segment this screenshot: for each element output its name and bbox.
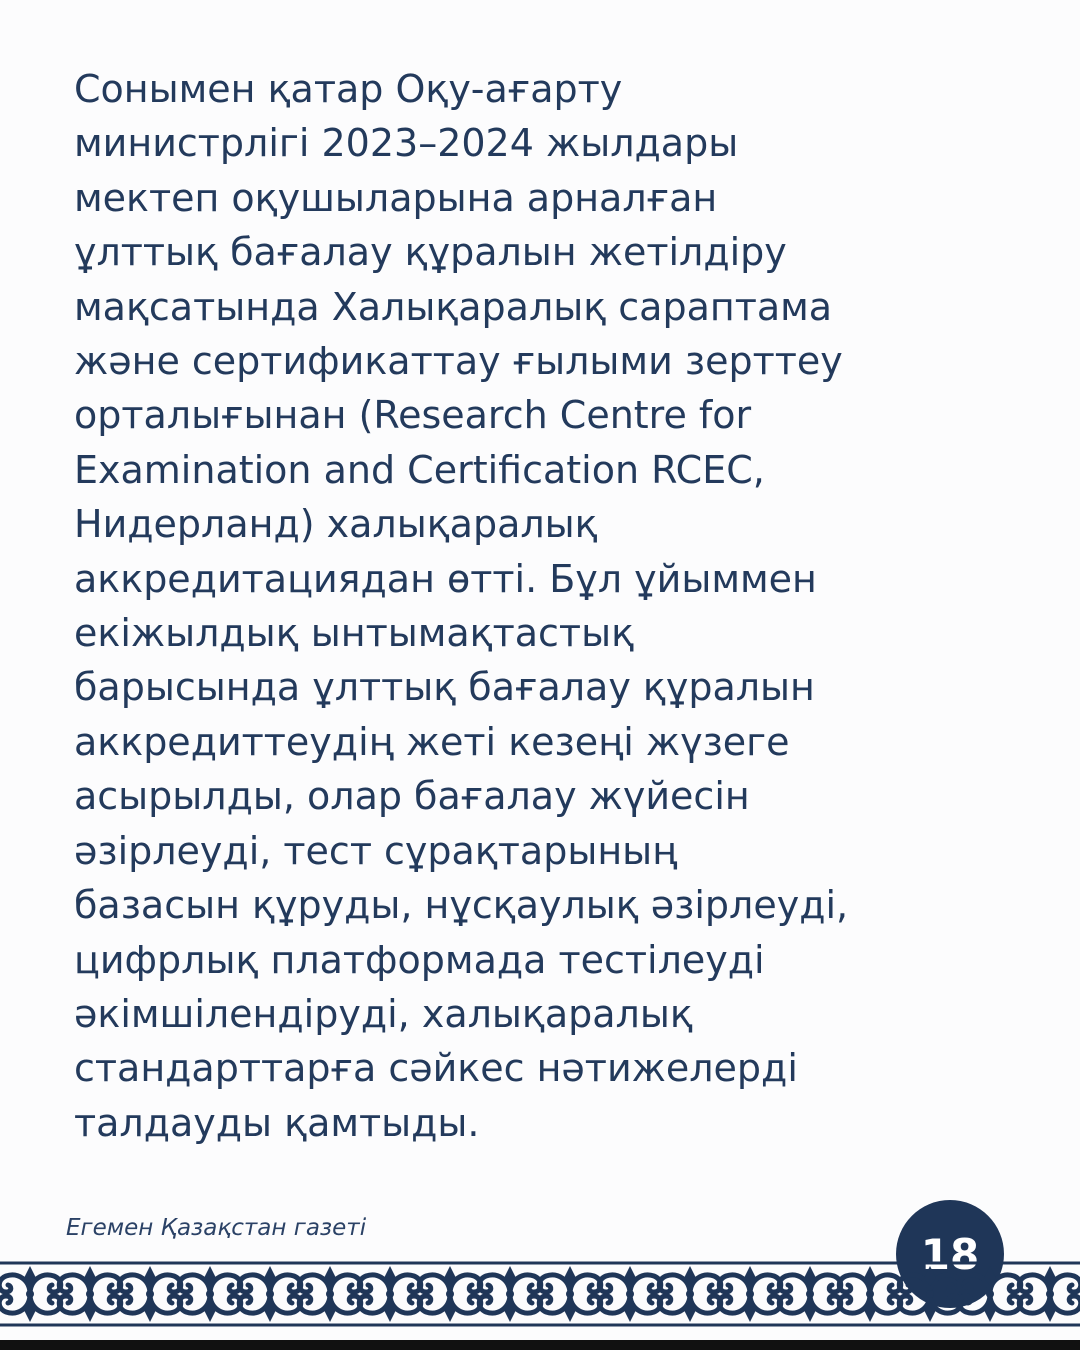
bottom-rule [0,1340,1080,1350]
body-line: ұлттық бағалау құралын жетілдіру [74,230,787,275]
body-line: аккредиттеудің жеті кезеңі жүзеге [74,719,790,764]
body-line: әкімшілендіруді, халықаралық [74,991,693,1036]
body-line: асырылды, олар бағалау жүйесін [74,774,750,819]
body-line: орталығынан (Research Centre for [74,393,752,438]
body-line: Examination and Certification RCEC, [74,447,765,492]
body-line: мақсатында Халықаралық сараптама [74,284,833,329]
source-caption: Егемен Қазақстан газеті [66,1215,367,1241]
body-line: және сертификаттау ғылыми зерттеу [74,339,843,384]
body-line: талдауды қамтыды. [74,1100,480,1145]
body-line: министрлігі 2023–2024 жылдары [74,121,739,166]
body-line: Сонымен қатар Оқу-ағарту [74,67,623,111]
body-text [74,62,1064,1150]
body-line: әзірлеуді, тест сұрақтарының [74,828,678,873]
body-line: цифрлық платформада тестілеуді [74,937,765,982]
body-line: базасын құруды, нұсқаулық әзірлеуді, [74,883,849,928]
body-line: барысында ұлттық бағалау құралын [74,665,815,710]
kazakh-ornament-border-icon [0,1260,1080,1328]
body-line: екіжылдық ынтымақтастық [74,611,635,656]
body-line: Нидерланд) халықаралық [74,502,598,547]
body-line: мектеп оқушыларына арналған [74,175,718,220]
page-number: 18 [920,1229,980,1279]
body-line: аккредитациядан өтті. Бұл ұйыммен [74,556,817,601]
body-line: стандарттарға сәйкес нәтижелерді [74,1046,798,1091]
